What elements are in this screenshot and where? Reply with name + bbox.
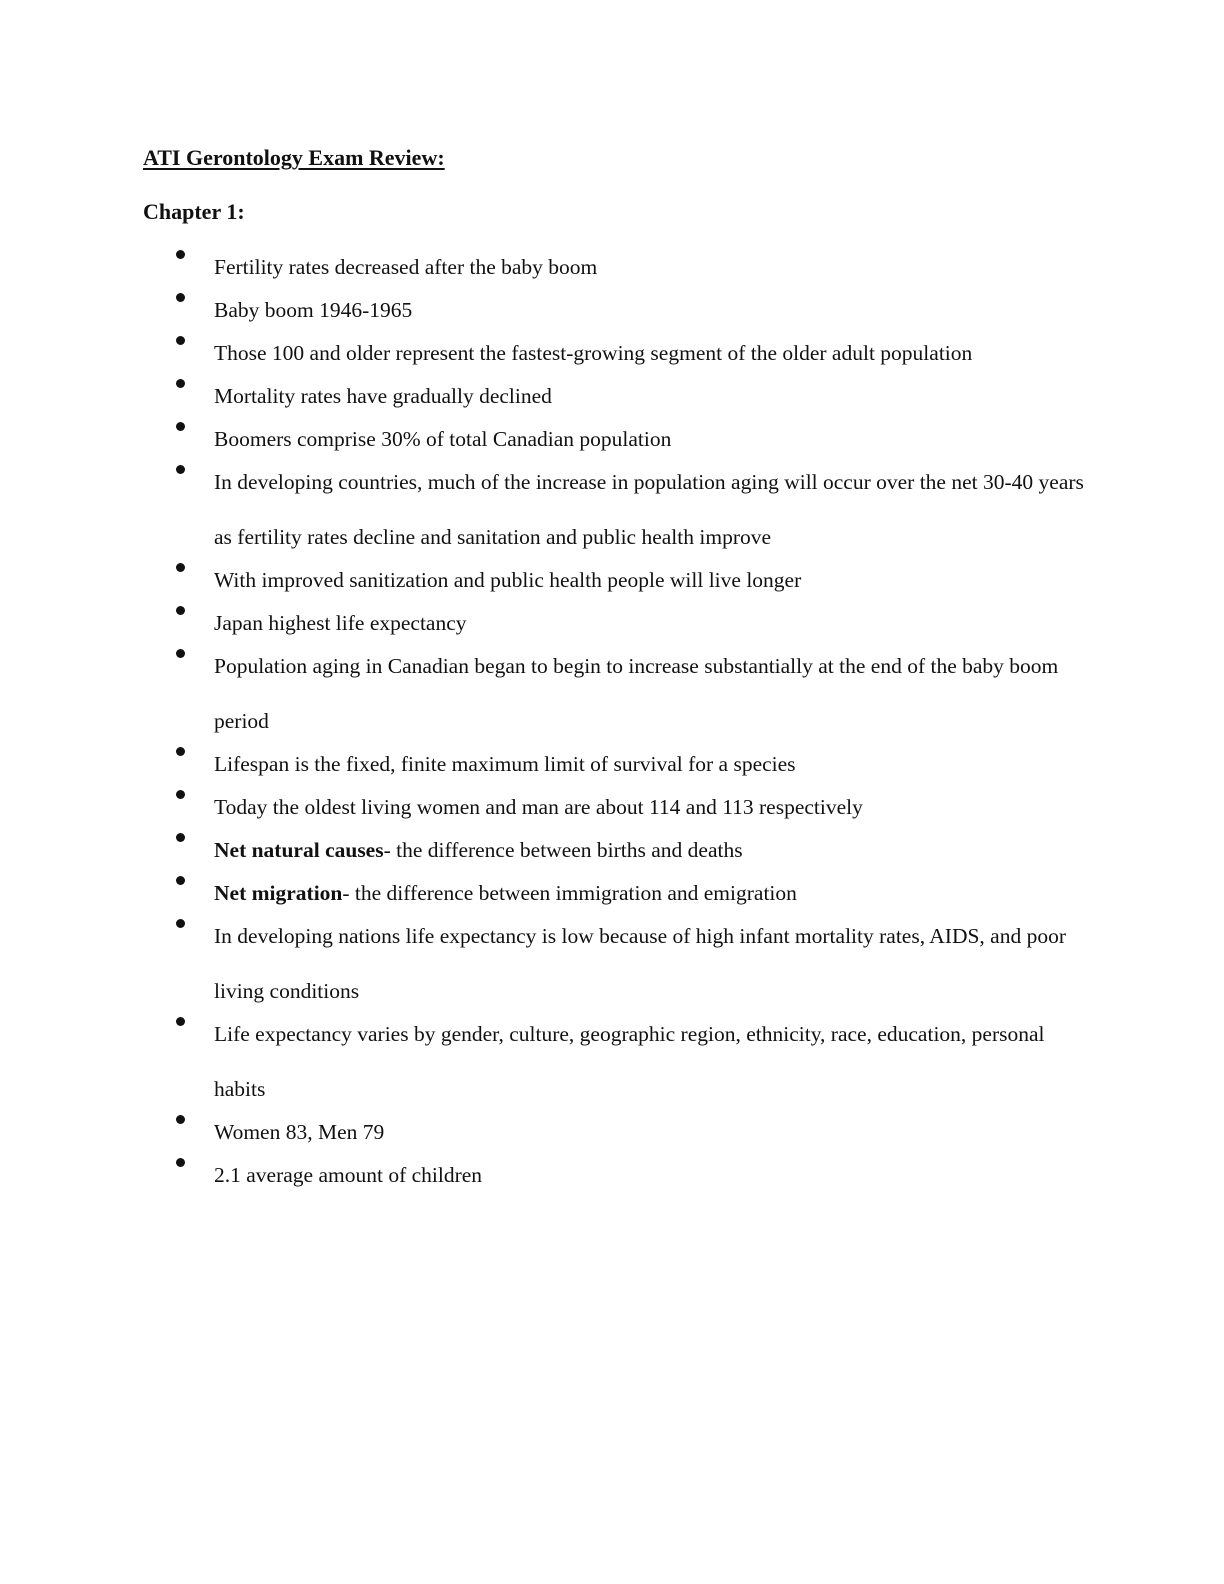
definition-text: - the difference between immigration and emigration	[342, 881, 797, 905]
bullet-icon	[176, 1017, 185, 1026]
bullet-icon	[176, 336, 185, 345]
list-item-text: Mortality rates have gradually declined	[214, 384, 552, 408]
list-item-text: Today the oldest living women and man are about 114 and 113 respectively	[214, 795, 863, 819]
definition-term: Net natural causes	[214, 838, 384, 862]
bullet-icon	[176, 833, 185, 842]
bullet-icon	[176, 919, 185, 928]
list-item	[0, 1148, 1224, 1203]
list-item	[0, 1007, 1224, 1117]
list-item-text: Life expectancy varies by gender, culture, geographic region, ethnicity, race, education, personal habits	[214, 1022, 1045, 1101]
bullet-icon	[176, 790, 185, 799]
definition-term: Net migration	[214, 881, 343, 905]
bullet-icon	[176, 563, 185, 572]
bullet-icon	[176, 876, 185, 885]
bullet-icon	[176, 250, 185, 259]
definition-text: - the difference between births and deaths	[383, 838, 743, 862]
document-title: ATI Gerontology Exam Review:	[143, 145, 445, 170]
bullet-list	[0, 252, 1224, 1203]
chapter-heading: Chapter 1:	[143, 199, 245, 224]
bullet-icon	[176, 379, 185, 388]
bullet-icon	[176, 422, 185, 431]
bullet-icon	[176, 293, 185, 302]
list-item-text: Boomers comprise 30% of total Canadian population	[214, 427, 672, 451]
list-item	[0, 639, 1224, 749]
bullet-icon	[176, 1115, 185, 1124]
list-item	[0, 455, 1224, 565]
list-item-text: 2.1 average amount of children	[214, 1163, 483, 1187]
list-item-text: Lifespan is the fixed, finite maximum limit of survival for a species	[214, 752, 796, 776]
list-item-text: Women 83, Men 79	[214, 1120, 385, 1144]
list-item-text: With improved sanitization and public health people will live longer	[214, 568, 802, 592]
bullet-icon	[176, 465, 185, 474]
list-item-text: Those 100 and older represent the fastest-growing segment of the older adult population	[214, 341, 973, 365]
list-item-text: Japan highest life expectancy	[214, 611, 467, 635]
list-item	[0, 909, 1224, 1019]
bullet-icon	[176, 649, 185, 658]
list-item-text: In developing nations life expectancy is low because of high infant mortality rates, AIDS, and poor living conditions	[214, 924, 1067, 1003]
list-item-text: Baby boom 1946-1965	[214, 298, 413, 322]
bullet-icon	[176, 747, 185, 756]
list-item-text: In developing countries, much of the increase in population aging will occur over the net 30-40 years as fertility rates decline and sanitation and public health improve	[214, 470, 1084, 549]
list-item-text: Fertility rates decreased after the baby boom	[214, 255, 598, 279]
bullet-icon	[176, 1158, 185, 1167]
list-item-text: Population aging in Canadian began to begin to increase substantially at the end of the baby boom period	[214, 654, 1059, 733]
bullet-icon	[176, 606, 185, 615]
